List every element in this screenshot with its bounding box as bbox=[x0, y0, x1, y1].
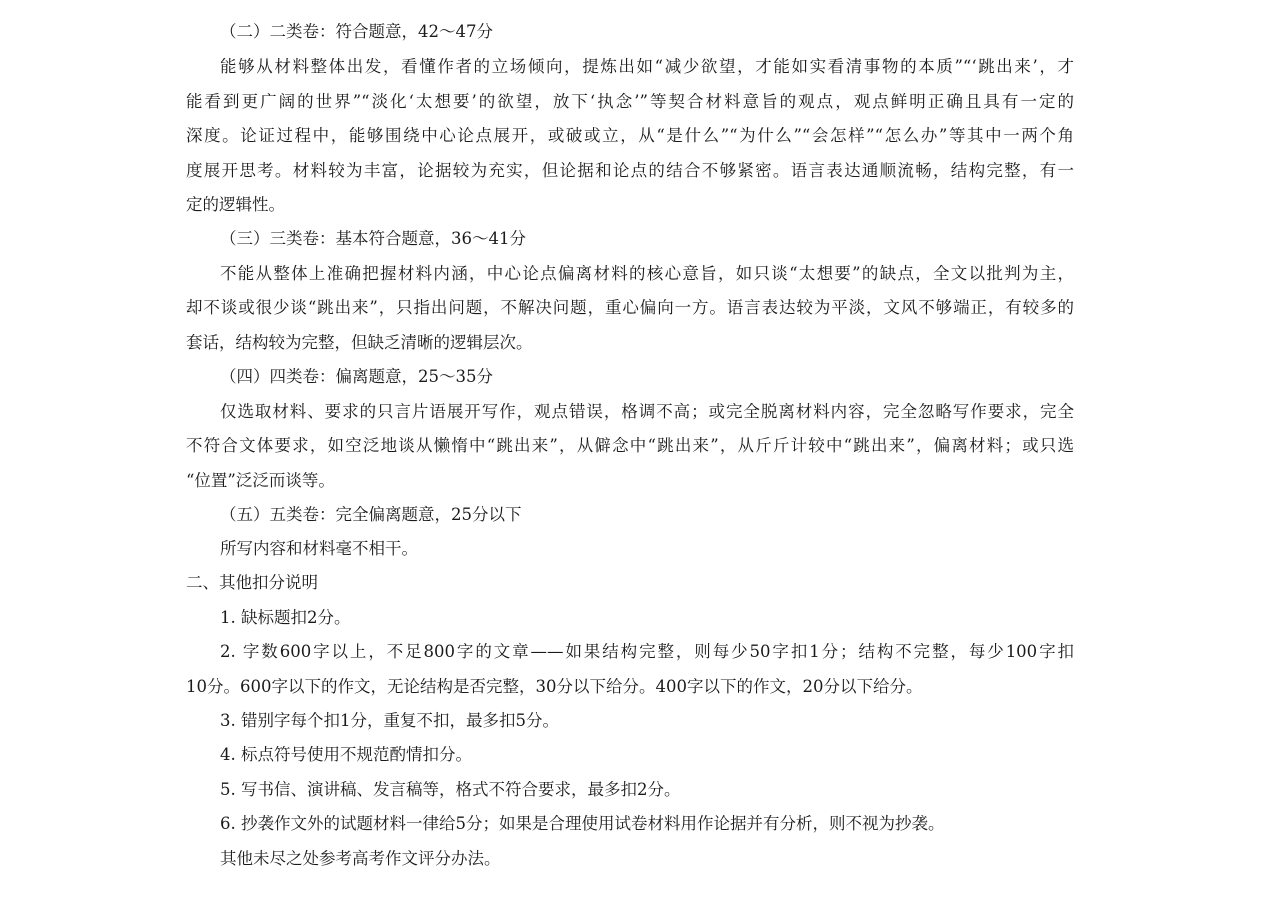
list-item-continuation: 10分。600字以下的作文，无论结构是否完整，30分以下给分。400字以下的作文，20分以下给分。 bbox=[186, 677, 923, 696]
list-item: 1. 缺标题扣2分。 bbox=[220, 608, 351, 627]
list-item: 6. 抄袭作文外的试题材料一律给5分；如果是合理使用试卷材料用作论据并有分析，则不视为抄袭。 bbox=[220, 814, 945, 833]
section-heading-other-deductions: 二、其他扣分说明 bbox=[186, 573, 318, 592]
paragraph-line: 能够从材料整体出发，看懂作者的立场倾向，提炼出如“减少欲望，才能如实看清事物的本质”“‘跳出来’，才 bbox=[220, 57, 1074, 76]
paragraph-line: 深度。论证过程中，能够围绕中心论点展开，或破或立，从“是什么”“为什么”“会怎样”“怎么办”等其中一两个角 bbox=[186, 126, 1074, 145]
paragraph-line: 度展开思考。材料较为丰富，论据较为充实，但论据和论点的结合不够紧密。语言表达通顺流畅，结构完整，有一 bbox=[186, 161, 1074, 180]
paragraph-line: 不能从整体上准确把握材料内涵，中心论点偏离材料的核心意旨，如只谈“太想要”的缺点，全文以批判为主， bbox=[220, 264, 1074, 283]
paragraph-line: 却不谈或很少谈“跳出来”，只指出问题，不解决问题，重心偏向一方。语言表达较为平淡，文风不够端正，有较多的 bbox=[186, 298, 1074, 317]
paragraph-line: 不符合文体要求，如空泛地谈从懒惰中“跳出来”，从僻念中“跳出来”，从斤斤计较中“跳出来”，偏离材料；或只选 bbox=[186, 436, 1074, 455]
list-item: 2. 字数600字以上，不足800字的文章——如果结构完整，则每少50字扣1分；结构不完整，每少100字扣 bbox=[220, 642, 1074, 661]
list-item: 3. 错别字每个扣1分，重复不扣，最多扣5分。 bbox=[220, 711, 559, 730]
section-heading-class-2: （二）二类卷：符合题意，42～47分 bbox=[220, 22, 493, 41]
section-heading-class-3: （三）三类卷：基本符合题意，36～41分 bbox=[220, 229, 526, 248]
list-item: 5. 写书信、演讲稿、发言稿等，格式不符合要求，最多扣2分。 bbox=[220, 780, 681, 799]
list-item: 4. 标点符号使用不规范酌情扣分。 bbox=[220, 745, 472, 764]
paragraph-line: “位置”泛泛而谈等。 bbox=[186, 471, 335, 490]
closing-note: 其他未尽之处参考高考作文评分办法。 bbox=[220, 849, 501, 868]
paragraph-line: 定的逻辑性。 bbox=[186, 195, 285, 214]
section-heading-class-5: （五）五类卷：完全偏离题意，25分以下 bbox=[220, 505, 522, 524]
paragraph-line: 仅选取材料、要求的只言片语展开写作，观点错误，格调不高；或完全脱离材料内容，完全忽略写作要求，完全 bbox=[220, 402, 1074, 421]
paragraph-line: 套话，结构较为完整，但缺乏清晰的逻辑层次。 bbox=[186, 333, 533, 352]
paragraph-line: 所写内容和材料毫不相干。 bbox=[220, 539, 418, 558]
section-heading-class-4: （四）四类卷：偏离题意，25～35分 bbox=[220, 367, 493, 386]
paragraph-line: 能看到更广阔的世界”“淡化‘太想要’的欲望，放下‘执念’”等契合材料意旨的观点，观点鲜明正确且具有一定的 bbox=[186, 92, 1074, 111]
